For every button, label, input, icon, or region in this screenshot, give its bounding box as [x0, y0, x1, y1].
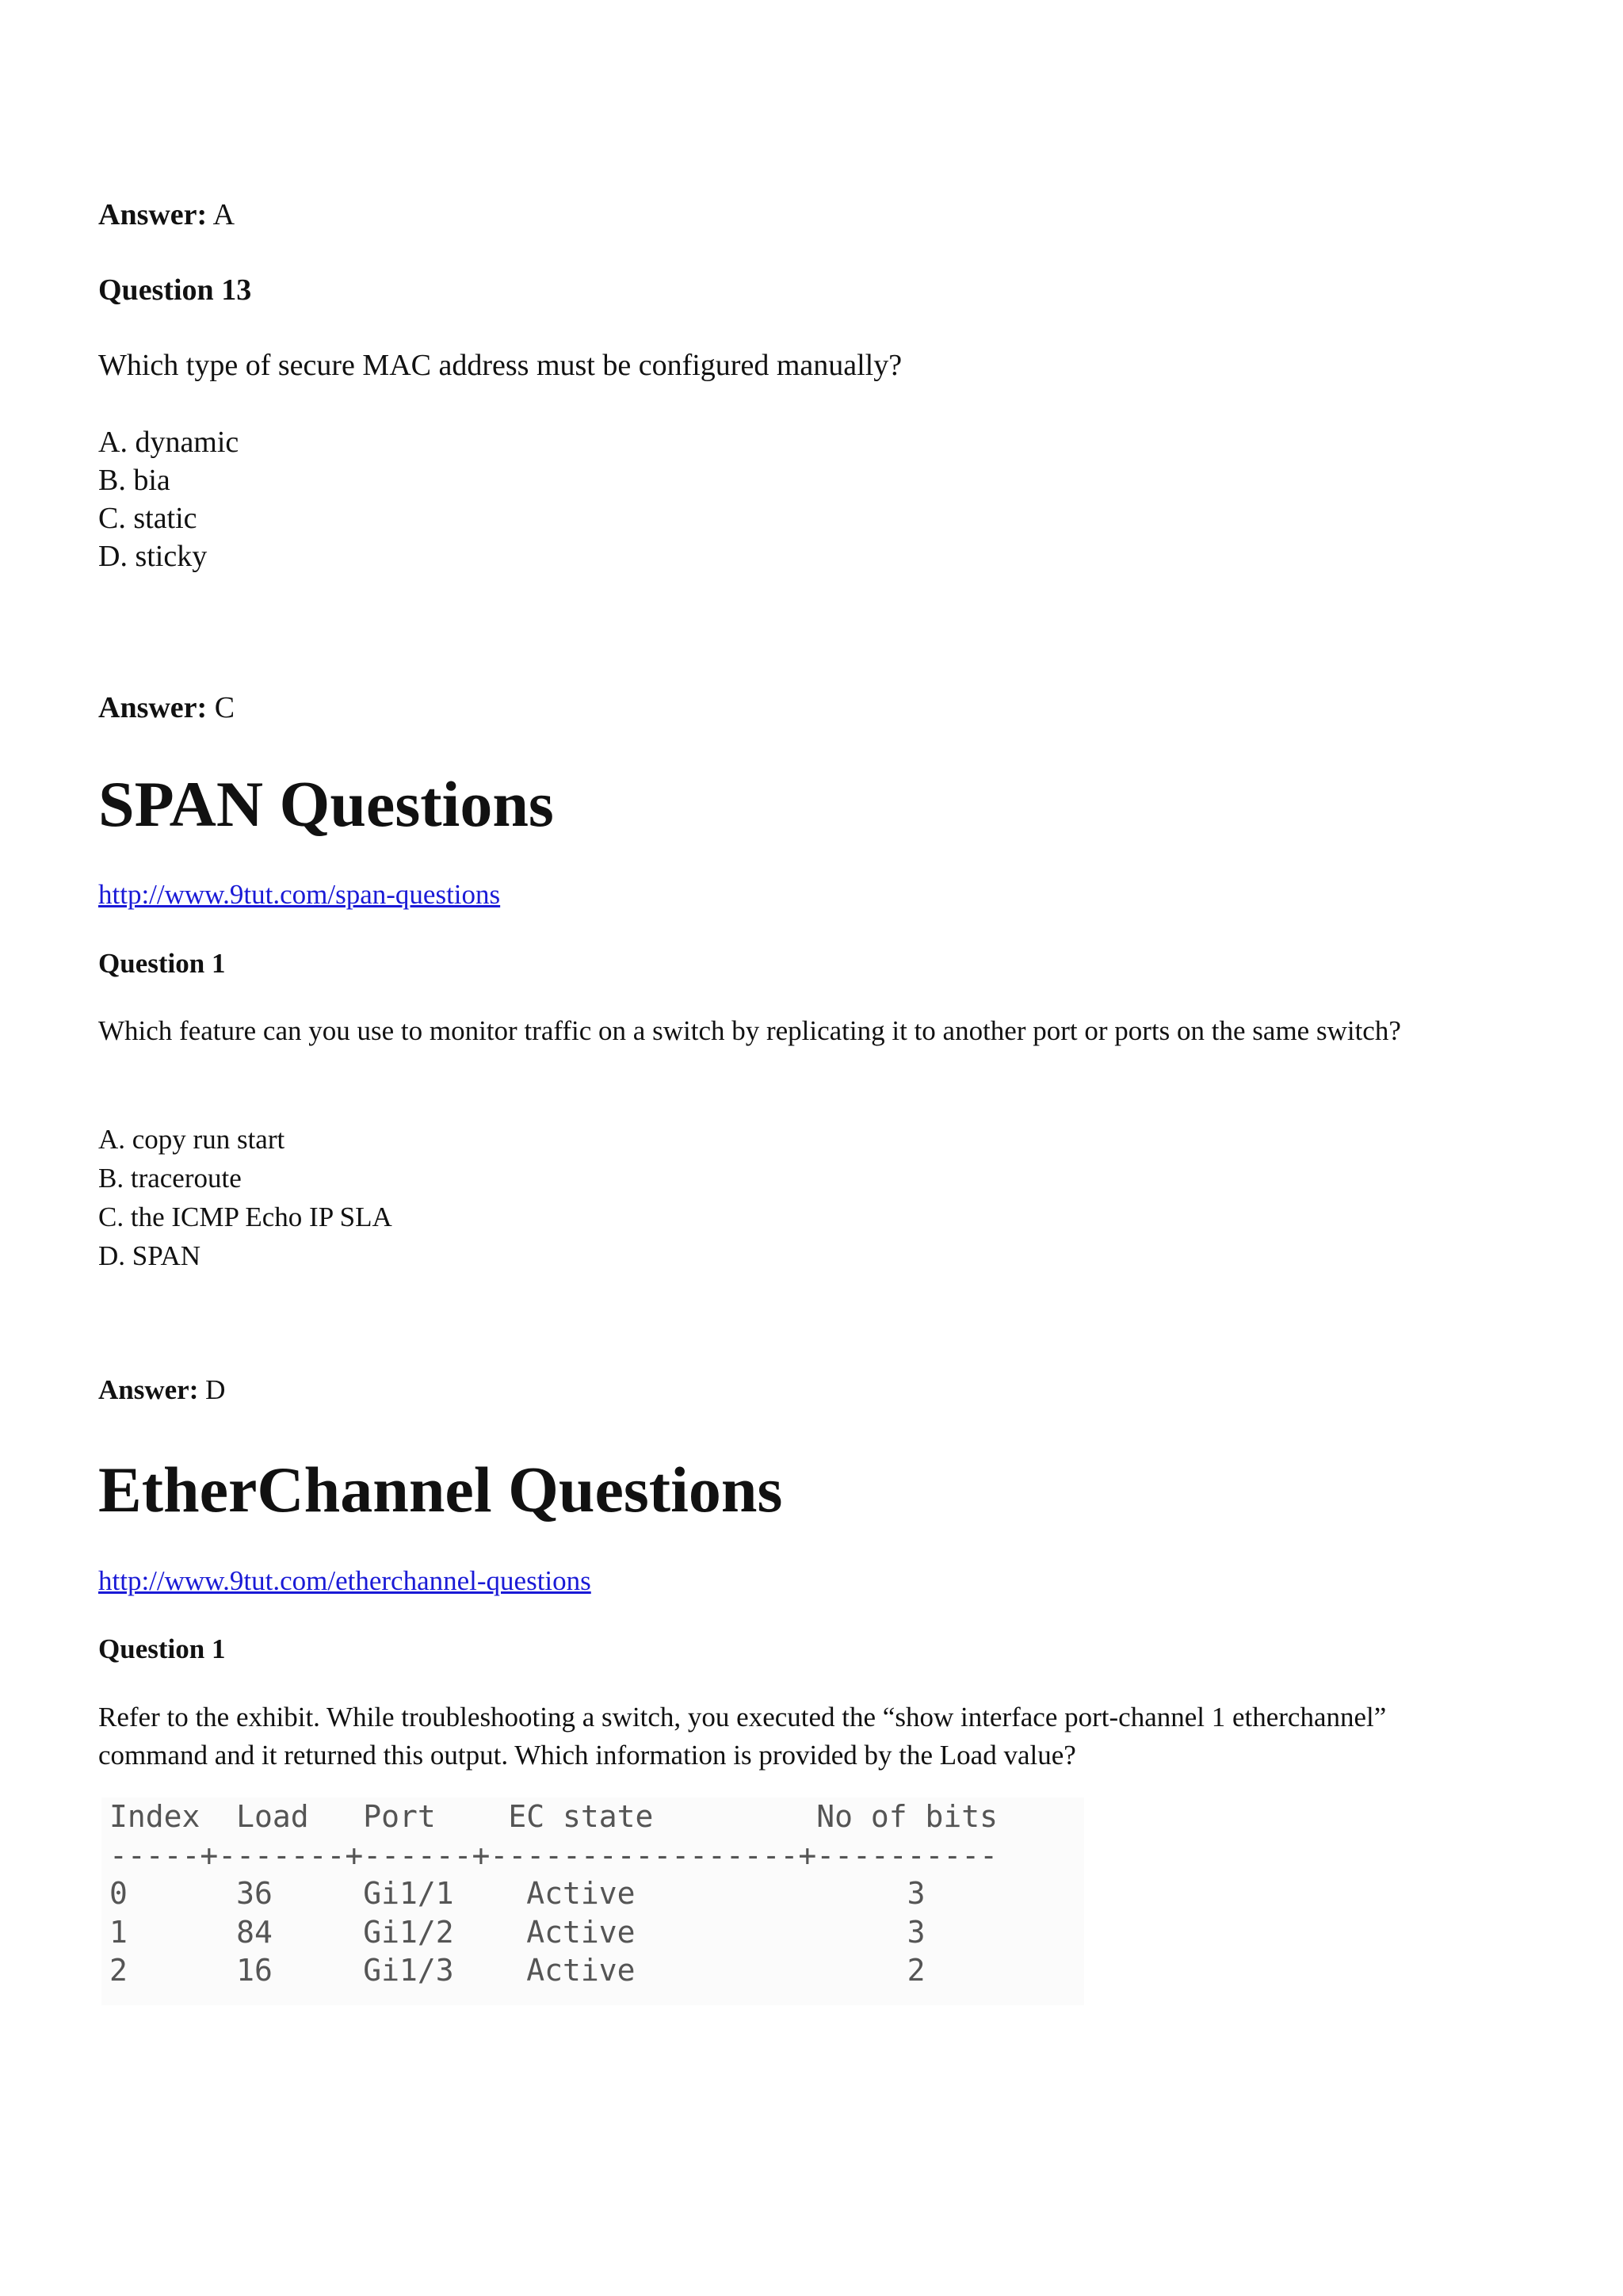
etherchannel-question-1-title: Question 1	[98, 1633, 226, 1664]
span-question-1-text: Which feature can you use to monitor traffic on a switch by replicating it to another port or ports on the same switch?	[98, 1015, 1401, 1046]
option-d: D. SPAN	[98, 1240, 201, 1271]
option-c: C. the ICMP Echo IP SLA	[98, 1201, 392, 1232]
question-13-answer	[98, 690, 235, 726]
span-questions-link[interactable]: http://www.9tut.com/span-questions	[98, 879, 501, 910]
option-d: D. sticky	[98, 540, 208, 573]
option-c: C. static	[98, 502, 197, 535]
exhibit-row: 0 36 Gi1/1 Active 3	[109, 1876, 926, 1911]
answer-value: D	[205, 1374, 226, 1405]
span-heading: SPAN Questions	[98, 768, 554, 840]
option-b: B. bia	[98, 464, 170, 497]
exhibit-divider: -----+-------+------+-----------------+----------	[109, 1837, 999, 1873]
option-b: B. traceroute	[98, 1163, 242, 1194]
previous-answer	[98, 197, 235, 233]
exhibit-row: 1 84 Gi1/2 Active 3	[109, 1914, 926, 1950]
etherchannel-question-1-text: Refer to the exhibit. While troubleshooting a switch, you executed the “show interface port-channel 1 etherchannel” command and it returned this output. Which information is provided by the Load value?	[98, 1702, 1387, 1771]
question-13-options	[98, 423, 239, 575]
answer-value: A	[212, 198, 235, 231]
exhibit-row: 2 16 Gi1/3 Active 2	[109, 1953, 926, 1988]
etherchannel-questions-link[interactable]: http://www.9tut.com/etherchannel-questions	[98, 1565, 591, 1596]
answer-label: Answer:	[98, 691, 208, 724]
question-13-text: Which type of secure MAC address must be configured manually?	[98, 349, 903, 382]
option-a: A. copy run start	[98, 1124, 285, 1155]
exhibit-output	[101, 1797, 1084, 2005]
span-question-1-options	[98, 1120, 392, 1275]
answer-label: Answer:	[98, 198, 208, 231]
question-13-title: Question 13	[98, 273, 252, 307]
exhibit-header: Index Load Port EC state No of bits	[109, 1799, 999, 1834]
answer-label: Answer:	[98, 1374, 199, 1405]
answer-value: C	[214, 691, 235, 724]
option-a: A. dynamic	[98, 426, 239, 459]
etherchannel-heading: EtherChannel Questions	[98, 1454, 783, 1526]
span-question-1-answer	[98, 1371, 225, 1409]
span-question-1-title: Question 1	[98, 948, 226, 979]
